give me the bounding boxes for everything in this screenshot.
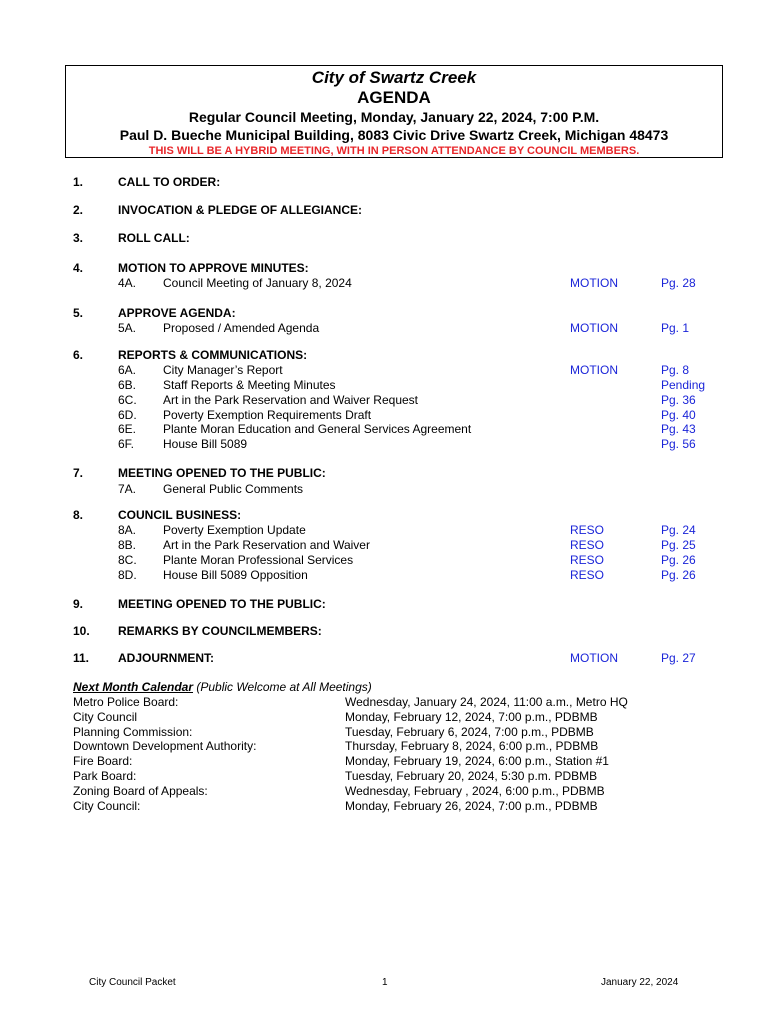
calendar-title: Next Month Calendar	[73, 680, 194, 694]
sub-item-code: 6C.	[118, 393, 137, 407]
footer-page-number: 1	[382, 977, 388, 988]
sub-item-text: Plante Moran Professional Services	[163, 553, 354, 567]
page-link[interactable]: Pg. 28	[661, 276, 696, 290]
item-title: INVOCATION & PLEDGE OF ALLEGIANCE:	[118, 203, 363, 217]
page-link[interactable]: Pending	[661, 378, 706, 392]
sub-item-code: 6A.	[118, 363, 137, 377]
item-number: 8.	[73, 508, 84, 522]
page-link[interactable]: Pg. 43	[661, 422, 696, 436]
meeting-address: Paul D. Bueche Municipal Building, 8083 Civic Drive Swartz Creek, Michigan 48473	[119, 127, 669, 143]
item-title: APPROVE AGENDA:	[118, 306, 236, 320]
sub-item-text: Art in the Park Reservation and Waiver	[163, 538, 370, 552]
sub-item-code: 5A.	[118, 321, 137, 335]
sub-item-code: 7A.	[118, 482, 137, 496]
calendar-when: Monday, February 19, 2024, 6:00 p.m., Station #1	[345, 754, 609, 768]
footer-left: City Council Packet	[89, 977, 176, 988]
item-title: MOTION TO APPROVE MINUTES:	[118, 261, 309, 275]
calendar-heading	[73, 680, 372, 694]
item-number: 2.	[73, 203, 84, 217]
sub-item-text: General Public Comments	[163, 482, 304, 496]
calendar-subtitle: (Public Welcome at All Meetings)	[196, 680, 372, 694]
hybrid-notice: THIS WILL BE A HYBRID MEETING, WITH IN PERSON ATTENDANCE BY COUNCIL MEMBERS.	[148, 145, 640, 157]
city-name: City of Swartz Creek	[311, 68, 477, 87]
item-title: MEETING OPENED TO THE PUBLIC:	[118, 466, 326, 480]
page-link[interactable]: Pg. 8	[661, 363, 690, 377]
item-title: ADJOURNMENT:	[118, 651, 214, 665]
item-title: ROLL CALL:	[118, 231, 190, 245]
sub-item-code: 8A.	[118, 523, 137, 537]
item-number: 5.	[73, 306, 84, 320]
sub-item-text: Plante Moran Education and General Services Agreement	[163, 422, 472, 436]
item-number: 9.	[73, 597, 84, 611]
calendar-board: Park Board:	[73, 769, 137, 783]
meeting-info: Regular Council Meeting, Monday, January 22, 2024, 7:00 P.M.	[188, 109, 600, 125]
calendar-board: City Council:	[73, 799, 141, 813]
action-label: RESO	[570, 553, 605, 567]
item-title: REPORTS & COMMUNICATIONS:	[118, 348, 308, 362]
page-link[interactable]: Pg. 24	[661, 523, 696, 537]
item-number: 10.	[73, 624, 90, 638]
page-link[interactable]: Pg. 26	[661, 553, 696, 567]
sub-item-text: House Bill 5089	[163, 437, 248, 451]
page-link[interactable]: Pg. 36	[661, 393, 696, 407]
action-label: MOTION	[570, 321, 618, 335]
calendar-board: Fire Board:	[73, 754, 133, 768]
sub-item-code: 8B.	[118, 538, 137, 552]
sub-item-code: 6B.	[118, 378, 137, 392]
page-link[interactable]: Pg. 26	[661, 568, 696, 582]
page-link[interactable]: Pg. 1	[661, 321, 690, 335]
sub-item-text: Council Meeting of January 8, 2024	[163, 276, 352, 290]
item-number: 6.	[73, 348, 84, 362]
sub-item-code: 6E.	[118, 422, 137, 436]
action-label: MOTION	[570, 363, 618, 377]
calendar-when: Thursday, February 8, 2024, 6:00 p.m., PDBMB	[345, 739, 599, 753]
item-number: 7.	[73, 466, 84, 480]
item-title: REMARKS BY COUNCILMEMBERS:	[118, 624, 322, 638]
footer-date: January 22, 2024	[601, 977, 679, 988]
calendar-when: Tuesday, February 20, 2024, 5:30 p.m. PDBMB	[345, 769, 598, 783]
calendar-board: Zoning Board of Appeals:	[73, 784, 208, 798]
sub-item-code: 4A.	[118, 276, 137, 290]
sub-item-text: Staff Reports & Meeting Minutes	[163, 378, 336, 392]
sub-item-code: 6F.	[118, 437, 135, 451]
action-label: RESO	[570, 523, 605, 537]
sub-item-text: Art in the Park Reservation and Waiver Request	[163, 393, 419, 407]
item-number: 3.	[73, 231, 84, 245]
sub-item-code: 6D.	[118, 408, 137, 422]
item-number: 4.	[73, 261, 84, 275]
action-label: RESO	[570, 538, 605, 552]
sub-item-text: House Bill 5089 Opposition	[163, 568, 308, 582]
page-link[interactable]: Pg. 56	[661, 437, 696, 451]
item-title: CALL TO ORDER:	[118, 175, 221, 189]
calendar-when: Wednesday, February , 2024, 6:00 p.m., PDBMB	[345, 784, 605, 798]
sub-item-code: 8C.	[118, 553, 137, 567]
page-link[interactable]: Pg. 25	[661, 538, 696, 552]
sub-item-code: 8D.	[118, 568, 137, 582]
calendar-when: Monday, February 12, 2024, 7:00 p.m., PDBMB	[345, 710, 598, 724]
item-title: MEETING OPENED TO THE PUBLIC:	[118, 597, 326, 611]
action-label: MOTION	[570, 276, 618, 290]
item-title: COUNCIL BUSINESS:	[118, 508, 242, 522]
item-number: 1.	[73, 175, 84, 189]
calendar-board: Downtown Development Authority:	[73, 739, 257, 753]
sub-item-text: Poverty Exemption Update	[163, 523, 306, 537]
item-number: 11.	[73, 651, 90, 665]
document-title: AGENDA	[357, 88, 431, 107]
sub-item-text: Proposed / Amended Agenda	[163, 321, 320, 335]
page-link[interactable]: Pg. 27	[661, 651, 696, 665]
calendar-when: Tuesday, February 6, 2024, 7:00 p.m., PDBMB	[345, 725, 594, 739]
calendar-board: Planning Commission:	[73, 725, 193, 739]
action-label: MOTION	[570, 651, 618, 665]
page-link[interactable]: Pg. 40	[661, 408, 696, 422]
action-label: RESO	[570, 568, 605, 582]
calendar-board: City Council	[73, 710, 138, 724]
calendar-board: Metro Police Board:	[73, 695, 179, 709]
agenda-header	[65, 65, 723, 158]
sub-item-text: Poverty Exemption Requirements Draft	[163, 408, 372, 422]
sub-item-text: City Manager’s Report	[163, 363, 283, 377]
calendar-when: Wednesday, January 24, 2024, 11:00 a.m., Metro HQ	[345, 695, 628, 709]
calendar-when: Monday, February 26, 2024, 7:00 p.m., PDBMB	[345, 799, 598, 813]
